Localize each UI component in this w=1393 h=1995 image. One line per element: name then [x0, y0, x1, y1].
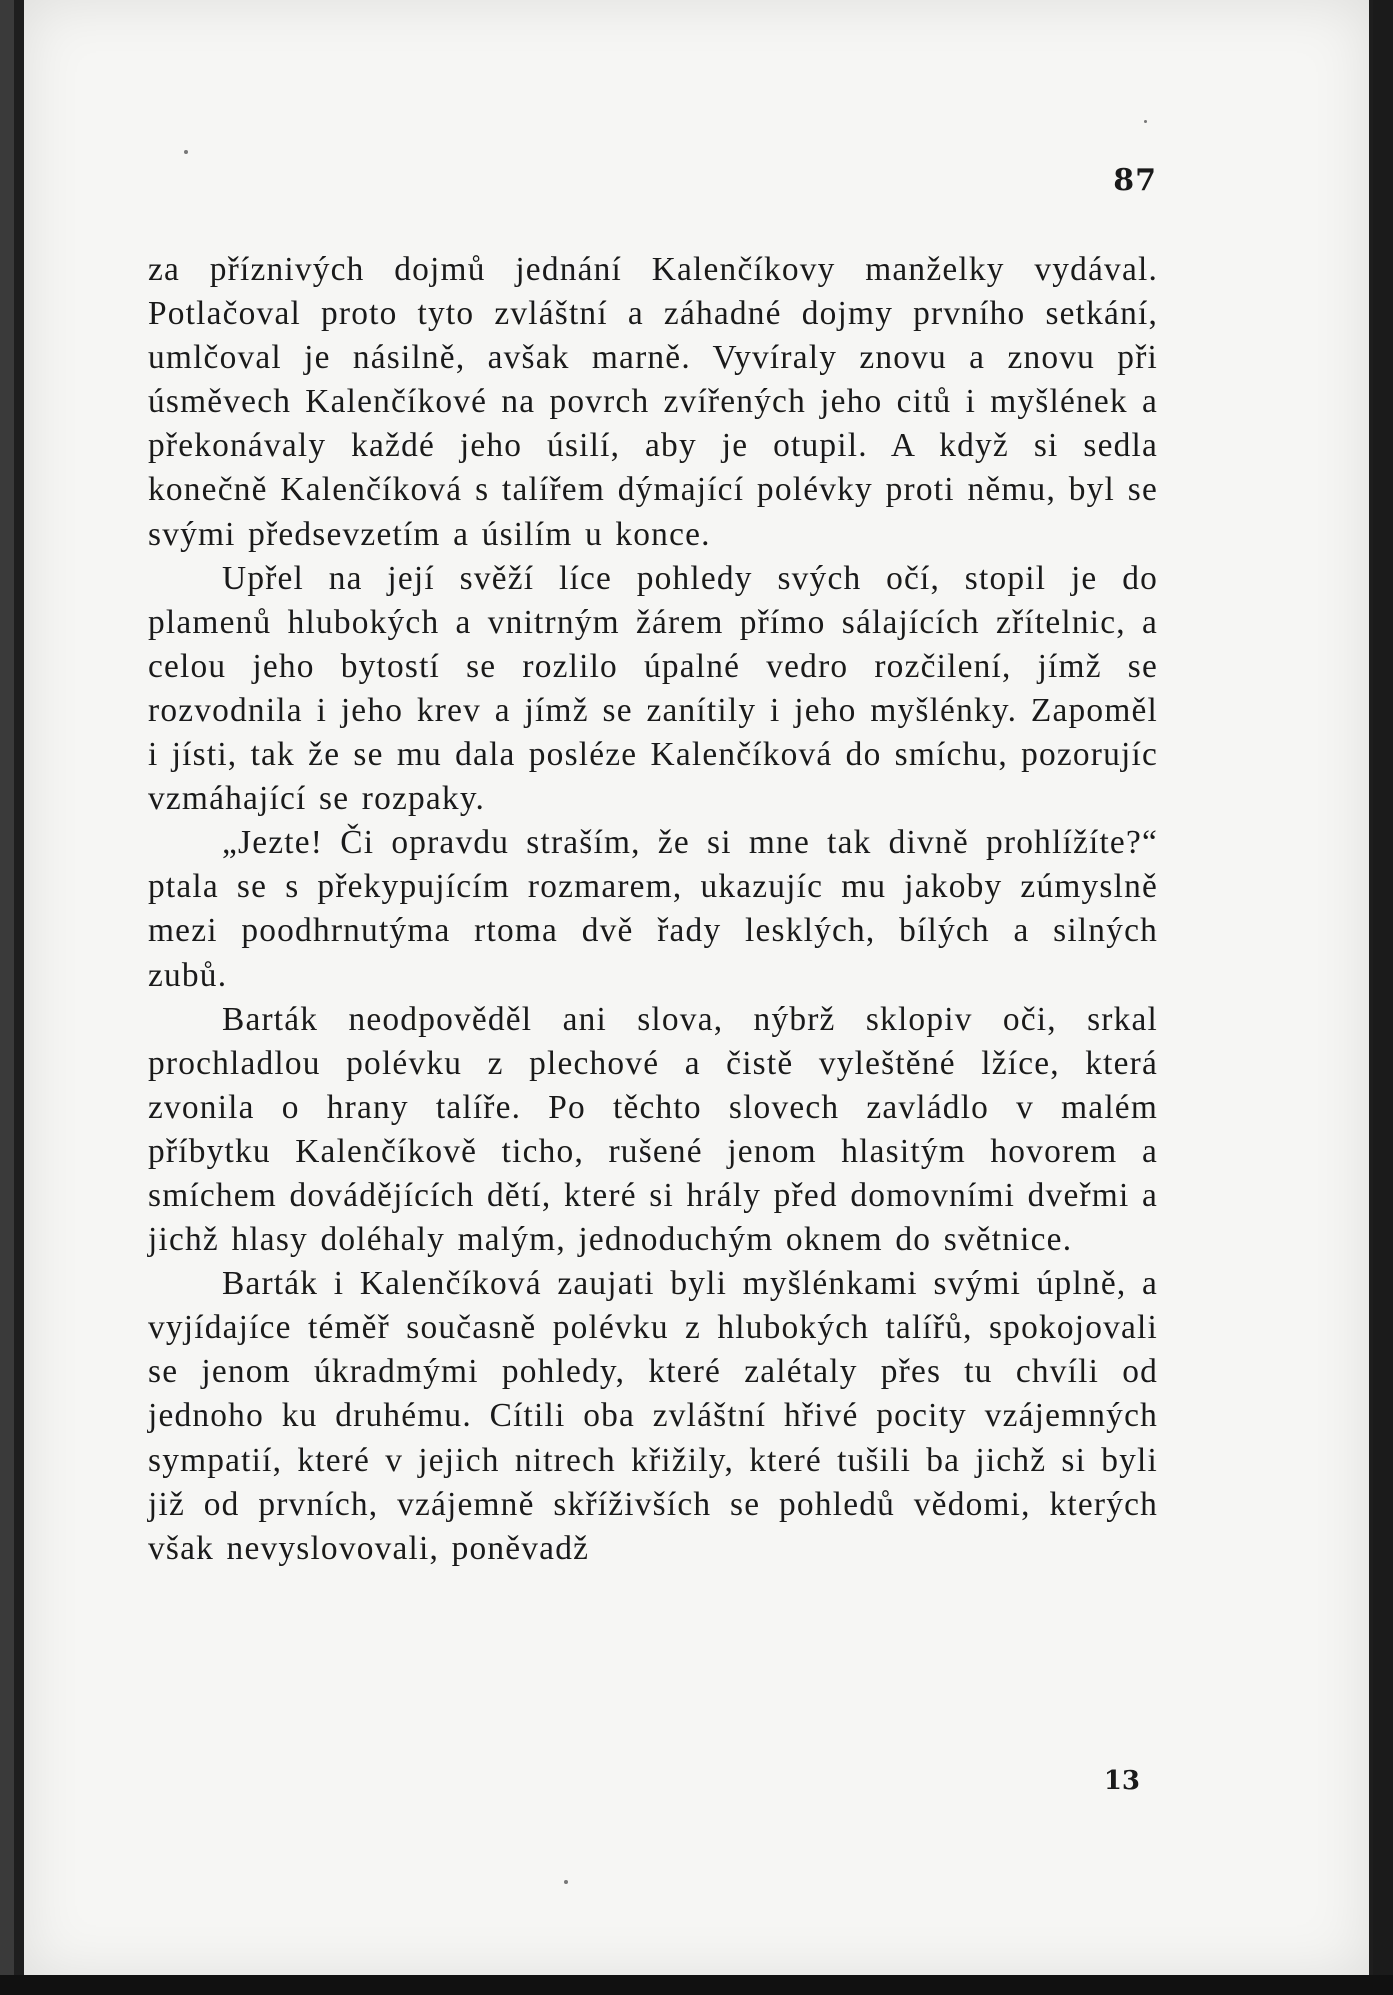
- paragraph: za příznivých dojmů jednání Kalenčíkovy manželky vydával. Potlačoval proto tyto zvláštní a záhadné dojmy prvního setkání, umlčoval je násilně, avšak marně. Vyvíraly znovu a znovu při úsměvech Kalenčíkové na povrch zvířených jeho citů i myšlének a překonávaly každé jeho úsilí, aby je otupil. A když si sedla konečně Kalenčíková s talířem dýmající polévky proti němu, byl se svými předsevzetím a úsilím u konce.: [148, 251, 1158, 553]
- paragraph: Barták i Kalenčíková zaujati byli myšlénkami svými úplně, a vyjídajíce téměř současně polévku z hlubokých talířů, spokojovali se jenom úkradmými pohledy, které zalétaly přes tu chvíli od jednoho ku druhému. Cítili oba zvláštní hřivé pocity vzájemných sympatií, které v jejich nitrech křižily, které tušili ba jichž si byli již od prvních, vzájemně skříživších se pohledů vědomi, kterých však nevyslovovali, poněvadž: [148, 1265, 1158, 1567]
- scan-bottom-edge: [0, 1975, 1393, 1995]
- page-number: 87: [1113, 163, 1157, 198]
- paragraph: Upřel na její svěží líce pohledy svých očí, stopil je do plamenů hlubokých a vnitrným žárem přímo sálajících zřítelnic, a celou jeho bytostí se rozlilo úpalné vedro rozčilení, jímž se rozvodnila i jeho krev a jímž se zanítily i jeho myšlénky. Zapoměl i jísti, tak že se mu dala posléze Kalenčíková do smíchu, pozorujíc vzmáhající se rozpaky.: [148, 559, 1158, 818]
- scan-right-edge: [1373, 0, 1393, 1995]
- paper-speck: [564, 1880, 568, 1884]
- paper-speck: [1144, 120, 1147, 123]
- signature-mark: 13: [1103, 1766, 1140, 1796]
- paragraph: Barták neodpověděl ani slova, nýbrž sklopiv oči, srkal prochladlou polévku z plechové a čistě vyleštěné lžíce, která zvonila o hrany talíře. Po těchto slovech zavládlo v malém příbytku Kalenčíkově ticho, rušené jenom hlasitým hovorem a smíchem dovádějících dětí, které si hrály před domovními dveřmi a jichž hlasy doléhaly malým, jednoduchým oknem do světnice.: [148, 1000, 1159, 1259]
- paragraph: „Jezte! Či opravdu straším, že si mne tak divně prohlížíte?“ ptala se s překypujícím rozmarem, ukazujíc mu jakoby zúmyslně mezi poodhrnutýma rtoma dvě řady lesklých, bílých a silných zubů.: [148, 824, 1158, 994]
- body-text: [148, 248, 1158, 1571]
- paper-speck: [184, 150, 188, 154]
- scan-left-edge: [0, 0, 14, 1995]
